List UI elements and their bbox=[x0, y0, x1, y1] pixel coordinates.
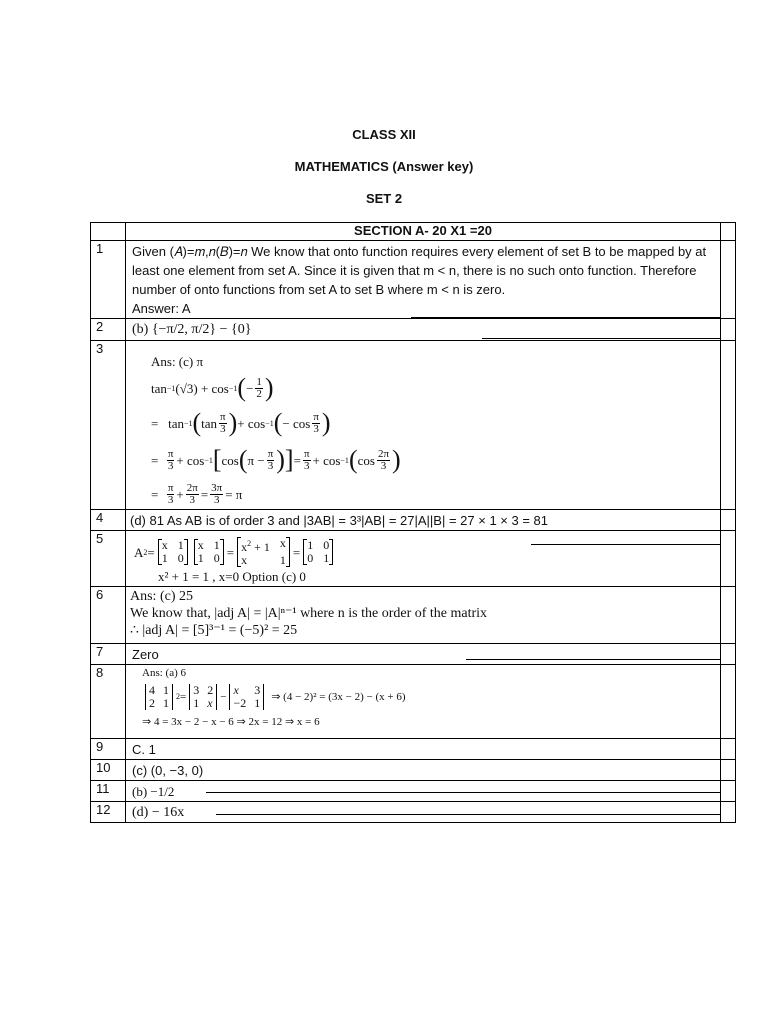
question-number: 11 bbox=[91, 781, 126, 802]
section-title: SECTION A- 20 X1 =20 bbox=[354, 223, 492, 238]
step-1: tan −1 (√3) + cos −1 ( − $\frac{1}{2}$ ) bbox=[151, 373, 274, 402]
step-2: = tan −1 ( tan $\frac{\pi}{3}$ ) + cos −1 ( − cos $\frac{\pi}{3}$ ) bbox=[151, 408, 331, 437]
set-title: SET 2 bbox=[365, 191, 403, 206]
answer-text: Zero bbox=[132, 647, 159, 662]
table-row bbox=[91, 341, 736, 510]
answer-line: ⇒ 4 = 3x − 2 − x − 6 ⇒ 2x = 12 ⇒ x = 6 bbox=[142, 716, 320, 728]
answer-text: (c) (0, −3, 0) bbox=[132, 763, 204, 778]
question-number: 7 bbox=[91, 644, 126, 665]
question-number: 12 bbox=[91, 802, 126, 823]
determinant-equation: 4 1 2 1 2 = 3 2 1 x − x 3 −2 1 ⇒ (4 − 2)² = (3x − 2) − (x + 6) bbox=[142, 684, 720, 710]
question-number: 2 bbox=[91, 319, 126, 341]
table-row bbox=[91, 644, 736, 665]
question-number: 3 bbox=[91, 341, 126, 510]
table-row bbox=[91, 665, 736, 739]
matrix-equation: A 2 = x 1 1 0 x 1 1 0 = $x^2 + 1$ x x 1 = 1 0 0 1 bbox=[134, 537, 720, 567]
table-row bbox=[91, 510, 736, 531]
class-title: CLASS XII bbox=[352, 127, 416, 142]
question-number: 4 bbox=[91, 510, 126, 531]
step-ans: Ans: (c) π bbox=[151, 353, 204, 369]
answer-text: C. 1 bbox=[132, 742, 156, 757]
answer-line: ⇒ (4 − 2)² = (3x − 2) − (x + 6) bbox=[271, 691, 406, 703]
answer-key-table bbox=[90, 222, 736, 823]
answer-line: ∴ |adj A| = [5]³⁻¹ = (−5)² = 25 bbox=[130, 623, 298, 638]
step-3: = $\frac{\pi}{3}$ + cos −1 [ cos ( π − $\frac{\pi}{3}$ ) ] = $\frac{\pi}{3}$ + cos −1 ( cos $\frac{2\pi}{3}$ ) bbox=[151, 445, 401, 474]
table-row bbox=[91, 587, 736, 644]
subject-title: MATHEMATICS (Answer key) bbox=[294, 159, 474, 174]
section-header-row bbox=[91, 223, 736, 241]
answer-text: (b) {−π/2, π/2} − {0} bbox=[132, 322, 252, 337]
step-4: = $\frac{\pi}{3}$ + $\frac{2\pi}{3}$ = $\frac{3\pi}{3}$ = π bbox=[151, 481, 243, 506]
answer-text: (b) −1/2 bbox=[132, 784, 175, 799]
answer-choice: Answer: A bbox=[132, 301, 191, 316]
answer-text: x² + 1 = 1 , x=0 Option (c) 0 bbox=[158, 569, 306, 584]
table-row bbox=[91, 802, 736, 823]
question-number: 8 bbox=[91, 665, 126, 739]
question-number: 5 bbox=[91, 531, 126, 587]
table-row bbox=[91, 760, 736, 781]
answer-text: (d) 81 As AB is of order 3 and |3AB| = 3³|AB| = 27|A||B| = 27 × 1 × 3 = 81 bbox=[130, 513, 548, 528]
answer-text: Given (𝐴)=𝑚,𝑛(𝐵)=𝑛 We know that onto function requires every element of set B to be mapped by at least one element from set A. Since it is given that m < n, there is no such onto function. Therefore number of onto functions from set A to set B where m < n is zero. bbox=[132, 244, 707, 297]
answer-line: We know that, |adj A| = |A|ⁿ⁻¹ where n is the order of the matrix bbox=[130, 606, 488, 621]
answer-text: (d) − 16x bbox=[132, 805, 185, 820]
question-number: 9 bbox=[91, 739, 126, 760]
table-row bbox=[91, 319, 736, 341]
question-number: 6 bbox=[91, 587, 126, 644]
question-number: 1 bbox=[91, 241, 126, 319]
answer-line: Ans: (a) 6 bbox=[142, 667, 186, 679]
answer-line: Ans: (c) 25 bbox=[130, 589, 193, 604]
table-row bbox=[91, 241, 736, 319]
table-row bbox=[91, 781, 736, 802]
question-number: 10 bbox=[91, 760, 126, 781]
table-row bbox=[91, 739, 736, 760]
table-row bbox=[91, 531, 736, 587]
